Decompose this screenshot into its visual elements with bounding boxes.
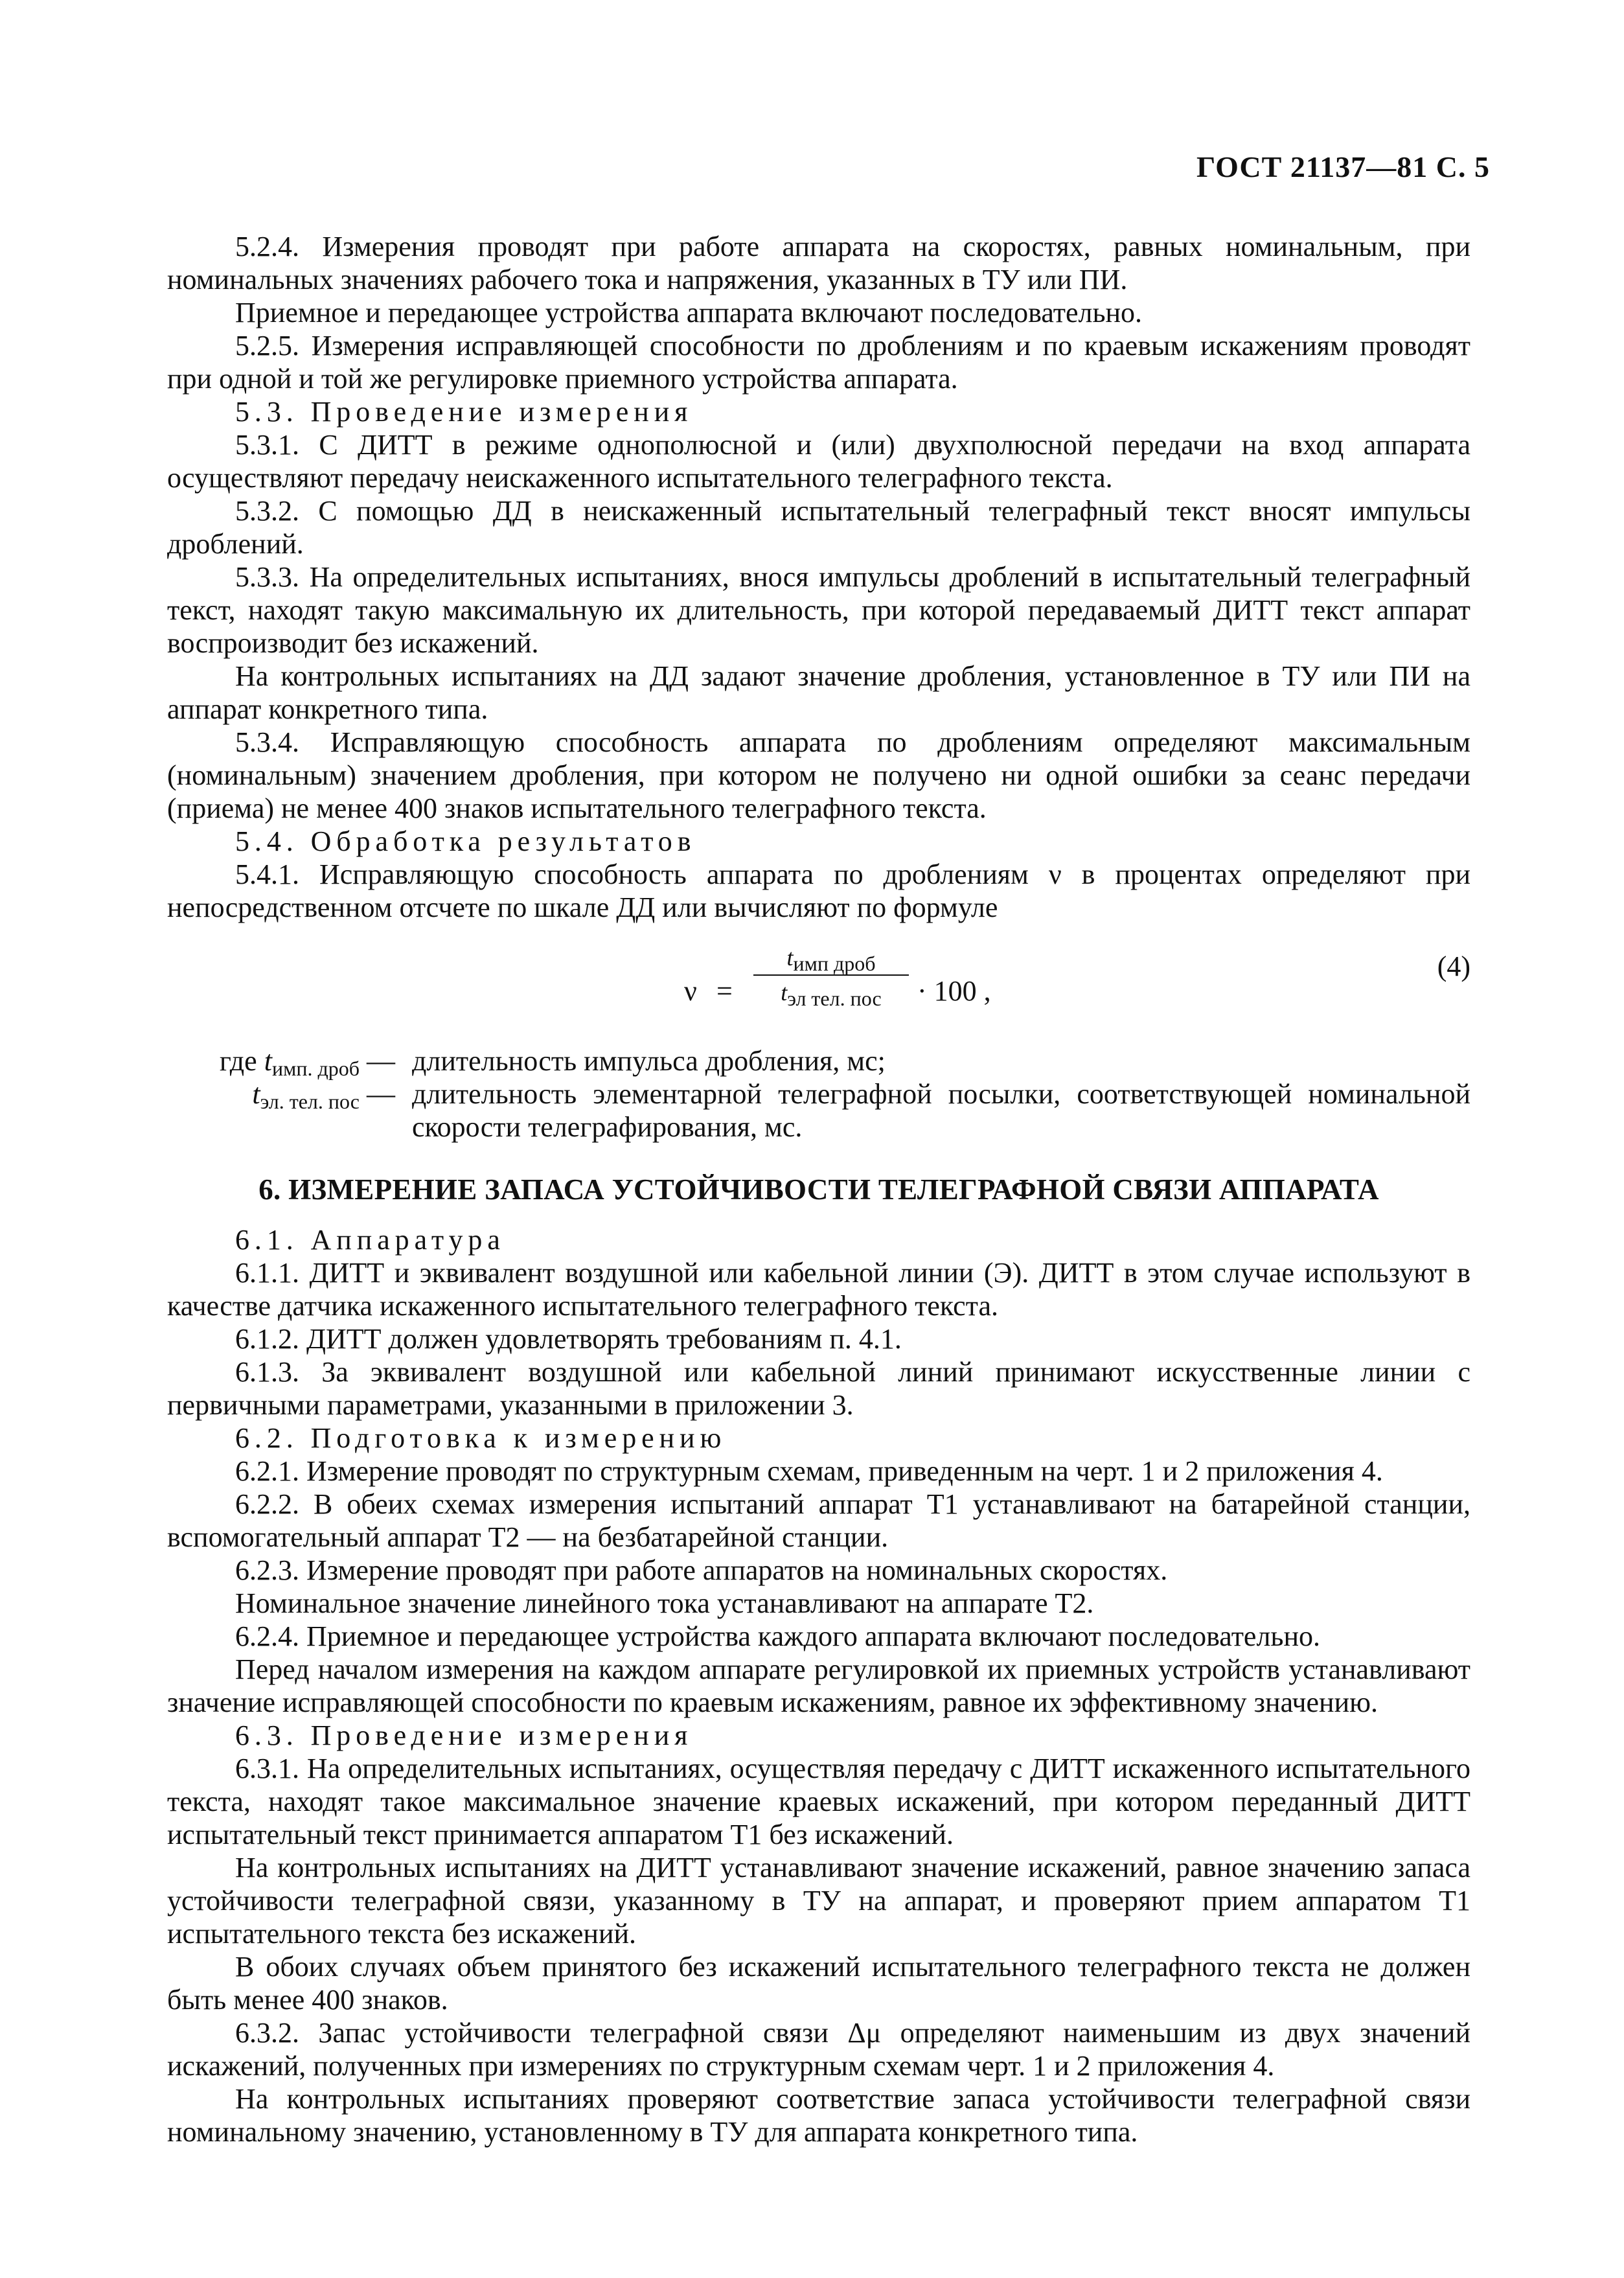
formula-4 <box>167 943 1470 1041</box>
formula-definitions <box>167 1044 1470 1144</box>
formula-multiplier: · 100 , <box>917 975 991 1007</box>
paragraph: 6.1.1. ДИТТ и эквивалент воздушной или кабельной линии (Э). ДИТТ в этом случае используют в качестве датчика искаженного испытательного телеграфного текста. <box>167 1257 1470 1322</box>
paragraph: 6.3.1. На определительных испытаниях, осуществляя передачу с ДИТТ искаженного испытательного текста, находят такое максимальное значение краевых искажений, при котором переданный ДИТТ испытательный текст принимается аппаратом Т1 без искажений. <box>167 1753 1470 1850</box>
formula-numerator <box>753 943 909 976</box>
formula-denominator <box>753 976 909 1010</box>
denominator-var: t <box>781 980 788 1006</box>
definition-sub: имп. дроб <box>271 1057 360 1080</box>
definition-dash: — <box>360 1045 395 1077</box>
formula-number: (4) <box>1437 950 1470 982</box>
paragraph: 5.3.2. С помощью ДД в неискаженный испытательный телеграфный текст вносят импульсы дроблений. <box>167 495 1470 560</box>
definition-term <box>167 1077 412 1144</box>
denominator-sub: эл тел. пос <box>787 987 882 1010</box>
paragraph: Перед началом измерения на каждом аппарате регулировкой их приемных устройств устанавливают значение исправляющей способности по краевым искажениям, равное их эффективному значению. <box>167 1653 1470 1718</box>
definition-row <box>167 1044 1470 1080</box>
definition-desc: длительность импульса дробления, мс; <box>412 1045 886 1077</box>
paragraph: 6.2.3. Измерение проводят при работе аппаратов на номинальных скоростях. <box>235 1554 1168 1586</box>
paragraph: 6.2.2. В обеих схемах измерения испытаний аппарат Т1 устанавливают на батарейной станции, вспомогательный аппарат Т2 — на безбатарейной станции. <box>167 1488 1470 1553</box>
paragraph: 6.2.1. Измерение проводят по структурным схемам, приведенным на черт. 1 и 2 приложения 4. <box>235 1455 1383 1487</box>
paragraph: 5.2.5. Измерения исправляющей способности по дроблениям и по краевым искажениям проводят при одной и той же регулировке приемного устройства аппарата. <box>167 330 1470 395</box>
subsection-heading: 6.1. Аппаратура <box>235 1224 505 1256</box>
definition-desc: длительность элементарной телеграфной посылки, соответствующей номинальной скорости телеграфирования, мс. <box>412 1078 1470 1143</box>
paragraph: 6.1.3. За эквивалент воздушной или кабельной линий принимают искусственные линии с первичными параметрами, указанными в приложении 3. <box>167 1356 1470 1421</box>
paragraph: 5.3.4. Исправляющую способность аппарата по дроблениям определяют максимальным (номинальным) значением дробления, при котором не получено ни одной ошибки за сеанс передачи (приема) не менее 400 знаков испытательного телеграфного текста. <box>167 726 1470 824</box>
subsection-heading: 6.3. Проведение измерения <box>235 1720 693 1751</box>
document-body <box>167 230 1470 2148</box>
definition-row <box>167 1077 1470 1144</box>
definition-term <box>167 1044 412 1080</box>
section-5-text <box>167 230 1470 924</box>
definition-var: t <box>264 1045 272 1077</box>
subsection-heading: 5.4. Обработка результатов <box>235 825 696 857</box>
numerator-sub: имп дроб <box>793 952 876 975</box>
paragraph: 5.4.1. Исправляющую способность аппарата по дроблениям ν в процентах определяют при непосредственном отсчете по шкале ДД или вычисляют по формуле <box>167 858 1470 923</box>
subsection-heading: 5.3. Проведение измерения <box>235 396 693 428</box>
paragraph: 6.1.2. ДИТТ должен удовлетворять требованиям п. 4.1. <box>235 1323 902 1355</box>
definition-prefix: где <box>219 1045 264 1077</box>
paragraph: Номинальное значение линейного тока устанавливают на аппарате Т2. <box>235 1587 1094 1619</box>
section-6-text <box>167 1223 1470 2148</box>
definition-var: t <box>252 1078 260 1110</box>
paragraph: 6.3.2. Запас устойчивости телеграфной связи Δμ определяют наименьшим из двух значений искажений, полученных при измерениях по структурным схемам черт. 1 и 2 приложения 4. <box>167 2017 1470 2082</box>
paragraph: 6.2.4. Приемное и передающее устройства каждого аппарата включают последовательно. <box>235 1620 1321 1652</box>
paragraph: На контрольных испытаниях на ДИТТ устанавливают значение искажений, равное значению запаса устойчивости телеграфной связи, указанному в ТУ на аппарат, и проверяют прием аппаратом Т1 испытательного текста без искажений. <box>167 1852 1470 1950</box>
numerator-var: t <box>786 945 794 971</box>
formula-equals: = <box>716 975 733 1007</box>
paragraph: Приемное и передающее устройства аппарата включают последовательно. <box>235 297 1143 328</box>
formula-fraction <box>753 943 909 1010</box>
definition-sub: эл. тел. пос <box>260 1090 360 1113</box>
definition-dash: — <box>360 1078 395 1110</box>
page-header: ГОСТ 21137—81 С. 5 <box>1196 150 1490 183</box>
paragraph: На контрольных испытаниях на ДД задают значение дробления, установленное в ТУ или ПИ на аппарат конкретного типа. <box>167 660 1470 725</box>
section-6-heading: 6. ИЗМЕРЕНИЕ ЗАПАСА УСТОЙЧИВОСТИ ТЕЛЕГРАФНОЙ СВЯЗИ АППАРАТА <box>258 1173 1379 1206</box>
subsection-heading: 6.2. Подготовка к измерению <box>235 1422 727 1454</box>
paragraph: В обоих случаях объем принятого без искажений испытательного телеграфного текста не должен быть менее 400 знаков. <box>167 1951 1470 2016</box>
paragraph: На контрольных испытаниях проверяют соответствие запаса устойчивости телеграфной связи номинальному значению, установленному в ТУ для аппарата конкретного типа. <box>167 2083 1470 2148</box>
paragraph: 5.3.1. С ДИТТ в режиме однополюсной и (или) двухполюсной передачи на вход аппарата осуществляют передачу неискаженного испытательного телеграфного текста. <box>167 429 1470 494</box>
paragraph: 5.3.3. На определительных испытаниях, внося импульсы дроблений в испытательный телеграфный текст, находят такую максимальную их длительность, при которой передаваемый ДИТТ текст аппарат воспроизводит без искажений. <box>167 561 1470 659</box>
paragraph: 5.2.4. Измерения проводят при работе аппарата на скоростях, равных номинальным, при номинальных значениях рабочего тока и напряжения, указанных в ТУ или ПИ. <box>167 231 1470 295</box>
formula-lhs: ν <box>684 975 697 1007</box>
